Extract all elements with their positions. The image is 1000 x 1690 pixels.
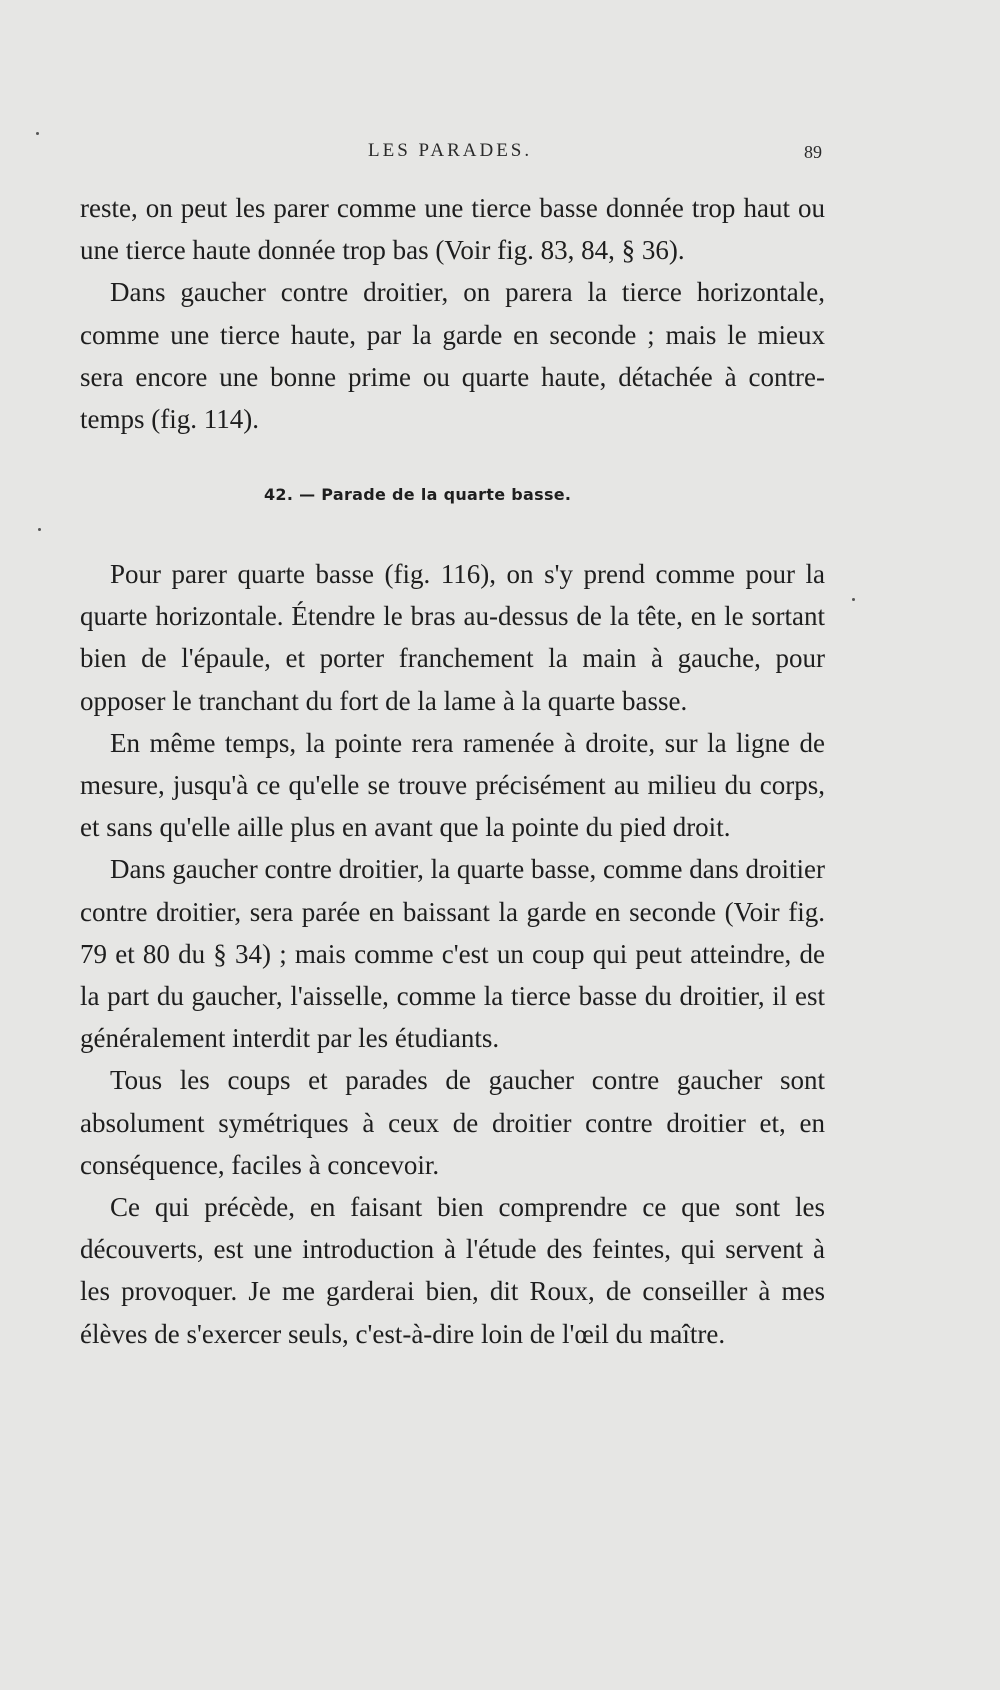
running-head-title: LES PARADES. — [368, 140, 533, 161]
print-speck — [852, 598, 855, 601]
paragraph: Tous les coups et parades de gaucher contre gaucher sont absolument symétriques à ceux de droitier contre droitier et, en conséquence, faciles à concevoir. — [80, 1065, 825, 1180]
text-block-before-heading — [80, 187, 825, 440]
page-number: 89 — [804, 142, 822, 162]
paragraph: Ce qui précède, en faisant bien comprendre ce que sont les découverts, est une introduction à l'étude des feintes, qui servent à les provoquer. Je me garderai bien, dit Roux, de conseiller à mes élèves de s'exercer seuls, c'est-à-dire loin de l'œil du maître. — [80, 1192, 825, 1349]
print-speck — [36, 132, 39, 135]
running-head — [0, 140, 1000, 166]
paragraph: Dans gaucher contre droitier, la quarte basse, comme dans droitier contre droitier, sera parée en baissant la garde en seconde (Voir fig. 79 et 80 du § 34) ; mais comme c'est un coup qui peut atteindre, de la part du gaucher, l'aisselle, comme la tierce basse du droitier, il est généralement interdit par les étudiants. — [80, 854, 825, 1054]
paragraph: Dans gaucher contre droitier, on parera la tierce horizontale, comme une tierce haute, par la garde en seconde ; mais le mieux sera encore une bonne prime ou quarte haute, détachée à contre-temps (fig. 114). — [80, 277, 825, 435]
print-speck — [38, 528, 41, 531]
paragraph: reste, on peut les parer comme une tierce basse donnée trop haut ou une tierce haute donnée trop bas (Voir fig. 83, 84, § 36). — [80, 193, 825, 266]
section-heading: 42. — Parade de la quarte basse. — [264, 485, 572, 504]
text-block-after-heading — [80, 553, 825, 1355]
paragraph: Pour parer quarte basse (fig. 116), on s'y prend comme pour la quarte horizontale. Étendre le bras au-dessus de la tête, en le sortant bien de l'épaule, et porter franchement la main à gauche, pour opposer le tranchant du fort de la lame à la quarte basse. — [80, 559, 825, 716]
paragraph: En même temps, la pointe rera ramenée à droite, sur la ligne de mesure, jusqu'à ce qu'elle se trouve précisément au milieu du corps, et sans qu'elle aille plus en avant que la pointe du pied droit. — [80, 727, 825, 843]
